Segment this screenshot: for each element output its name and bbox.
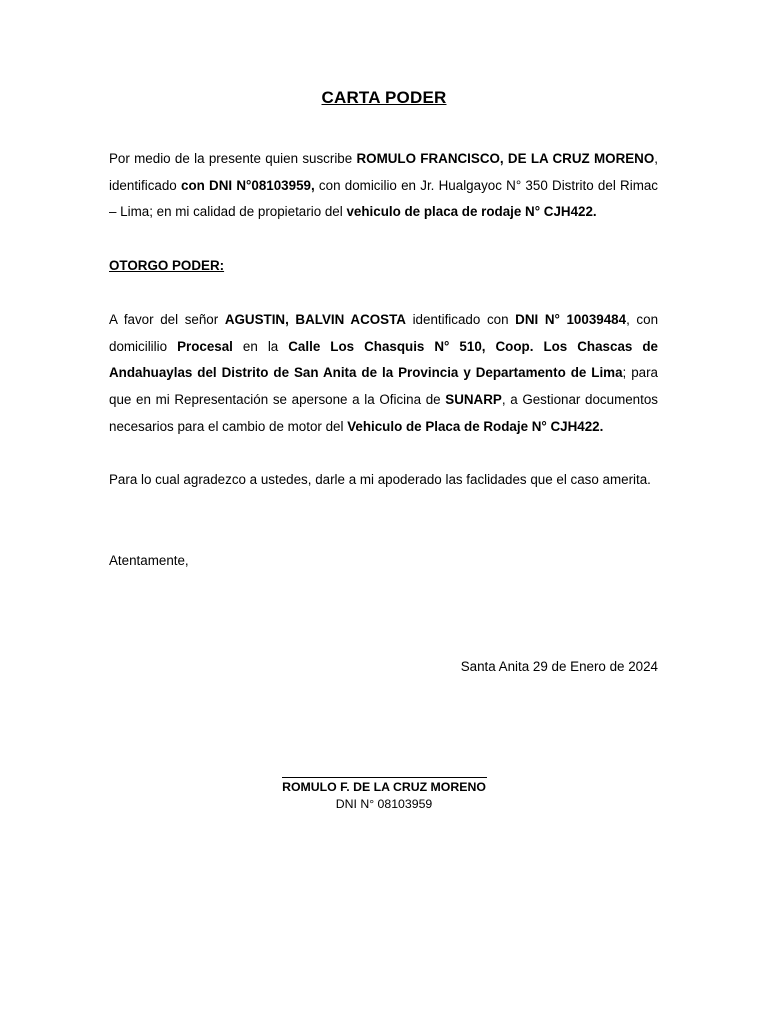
grantor-name: ROMULO FRANCISCO, DE LA CRUZ MORENO <box>356 151 655 166</box>
grant-text-4: en la <box>232 338 289 354</box>
grantor-dni: con DNI N°08103959, <box>181 177 315 193</box>
thanks-paragraph: Para lo cual agradezco a ustedes, darle a mi apoderado las faclidades que el caso amerita. <box>109 472 651 487</box>
intro-paragraph <box>109 146 658 226</box>
grant-text-2: identificado con <box>405 312 516 327</box>
signature-dni: DNI N° 08103959 <box>335 797 433 811</box>
place-date: Santa Anita 29 de Enero de 2024 <box>460 659 658 674</box>
intro-text-1: Por medio de la presente quien suscribe <box>109 151 357 166</box>
intro-text-3: con domicilio en Jr. Hualgayoc N° 350 Distrito del Rimac – Lima; en mi calidad de propietario del <box>109 177 658 220</box>
grant-text-6: , a Gestionar documentos necesarios para el cambio de motor del <box>109 392 658 434</box>
grant-paragraph <box>109 307 658 441</box>
vehicle-plate: vehiculo de placa de rodaje N° CJH422. <box>346 204 597 220</box>
grant-text-5: ; para que en mi Representación se apersone a la Oficina de <box>109 365 658 408</box>
attorney-name: AGUSTIN, BALVIN ACOSTA <box>224 312 406 327</box>
office-name: SUNARP <box>445 392 502 408</box>
section-heading: OTORGO PODER: <box>109 258 225 273</box>
document-title: CARTA PODER <box>321 88 447 107</box>
attorney-dni: DNI N° 10039484 <box>515 312 627 327</box>
domicile-type: Procesal <box>177 338 233 354</box>
grant-text-1: A favor del señor <box>109 312 225 327</box>
attorney-address: Calle Los Chasquis N° 510, Coop. Los Chascas de Andahuaylas del Distrito de San Anita de la Provincia y Departamento de Lima <box>109 338 658 381</box>
closing-text: Atentamente, <box>109 553 189 568</box>
vehicle-plate-2: Vehiculo de Placa de Rodaje N° CJH422. <box>347 418 604 434</box>
grant-text-3: , con domicililio <box>109 312 659 354</box>
signature-line <box>282 777 487 778</box>
intro-text-2: , identificado <box>109 151 658 193</box>
signature-name: ROMULO F. DE LA CRUZ MORENO <box>282 780 486 794</box>
